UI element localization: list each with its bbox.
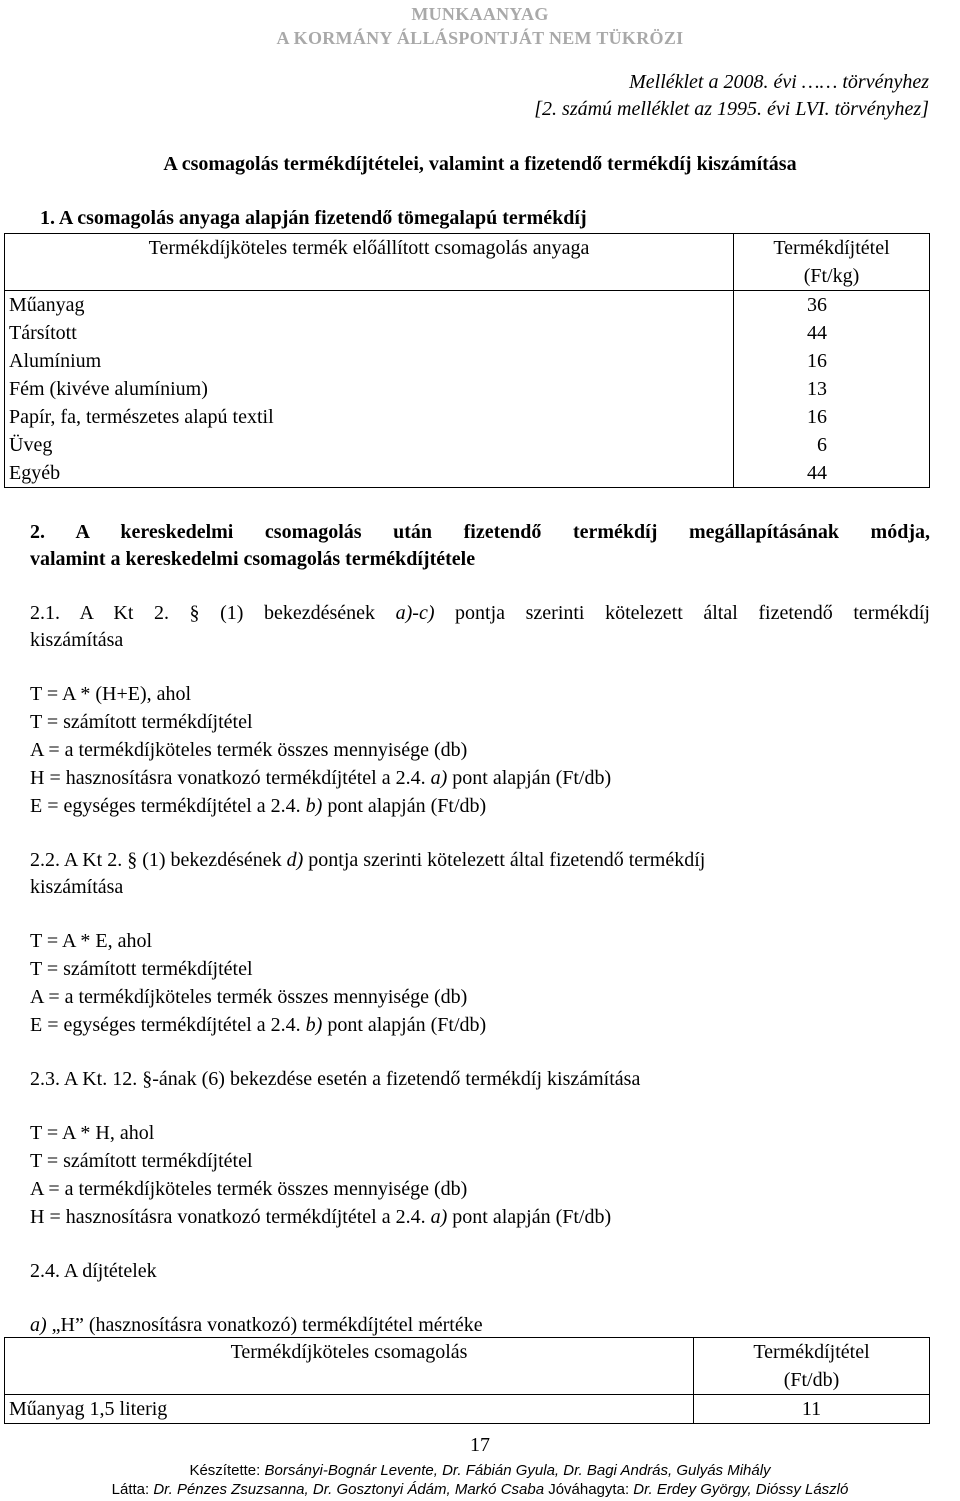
- table-cell-rate: 6: [734, 431, 930, 459]
- table-header-rate-line-1: Termékdíjtétel: [753, 1341, 870, 1363]
- table-cell-material: Alumínium: [5, 347, 734, 375]
- table-cell-rate: 16: [734, 403, 930, 431]
- section-2-heading-line-1: 2. A kereskedelmi csomagolás után fizetendő termékdíj megállapításának módja,: [30, 521, 930, 543]
- subsection-2-2-line-2: kiszámítása: [30, 876, 124, 898]
- table-header-rate-line-1: Termékdíjtétel: [773, 237, 890, 259]
- formula-2-1-def-e: E = egységes termékdíjtétel a 2.4. b) pont alapján (Ft/db): [30, 795, 487, 817]
- formula-2-3-def-t: T = számított termékdíjtétel: [30, 1150, 253, 1172]
- formula-2-2-def-a: A = a termékdíjköteles termék összes mennyisége (db): [30, 986, 468, 1008]
- table-header-material: Termékdíjköteles termék előállított csomagolás anyaga: [5, 234, 734, 291]
- table-cell-rate: 44: [734, 319, 930, 347]
- table-header-rate: [694, 1338, 930, 1395]
- table-row: [5, 403, 930, 431]
- recovery-rate-table: [4, 1337, 930, 1424]
- table-header-rate: [734, 234, 930, 291]
- table-header-rate-line-2: (Ft/db): [783, 1369, 840, 1391]
- watermark-line-1: MUNKAANYAG: [411, 4, 549, 24]
- formula-2-2: T = A * E, ahol: [30, 930, 153, 952]
- table-header-row: [5, 234, 930, 291]
- table-row: [5, 319, 930, 347]
- subsection-2-3-heading: 2.3. A Kt. 12. §-ának (6) bekezdése esetén a fizetendő termékdíj kiszámítása: [30, 1068, 641, 1090]
- formula-2-1-def-t: T = számított termékdíjtétel: [30, 711, 253, 733]
- annex-line-2: [2. számú melléklet az 1995. évi LVI. törvényhez]: [534, 98, 929, 120]
- document-title: A csomagolás termékdíjtételei, valamint a fizetendő termékdíj kiszámítása: [163, 153, 797, 175]
- table-cell-rate: 44: [734, 459, 930, 488]
- table-cell-material: Műanyag: [5, 291, 734, 320]
- formula-2-2-def-e: E = egységes termékdíjtétel a 2.4. b) pont alapján (Ft/db): [30, 1014, 487, 1036]
- subsection-2-4-a: a) „H” (hasznosításra vonatkozó) termékdíjtétel mértéke: [30, 1314, 483, 1336]
- table-cell-material: Üveg: [5, 431, 734, 459]
- subsection-2-2-line-1: 2.2. A Kt 2. § (1) bekezdésének d) pontja szerinti kötelezett által fizetendő termékdíj: [30, 849, 706, 871]
- formula-2-2-def-t: T = számított termékdíjtétel: [30, 958, 253, 980]
- table-row: [5, 459, 930, 488]
- formula-2-3: T = A * H, ahol: [30, 1122, 155, 1144]
- subsection-2-1-line-1: 2.1. A Kt 2. § (1) bekezdésének a)-c) pontja szerinti kötelezett által fizetendő termékdíj: [30, 602, 930, 624]
- formula-2-1-def-h: H = hasznosításra vonatkozó termékdíjtétel a 2.4. a) pont alapján (Ft/db): [30, 767, 612, 789]
- formula-2-3-def-h: H = hasznosításra vonatkozó termékdíjtétel a 2.4. a) pont alapján (Ft/db): [30, 1206, 612, 1228]
- footer-line-2: Látta: Dr. Pénzes Zsuzsanna, Dr. Gosztonyi Ádám, Markó Csaba Jóváhagyta: Dr. Erdey György, Dióssy László: [111, 1481, 849, 1498]
- page-number: 17: [470, 1434, 490, 1456]
- footer-line-1: Készítette: Borsányi-Bognár Levente, Dr. Fábián Gyula, Dr. Bagi András, Gulyás Mihály: [189, 1462, 771, 1479]
- table-row: [5, 347, 930, 375]
- table-cell-rate: 36: [734, 291, 930, 320]
- formula-2-3-def-a: A = a termékdíjköteles termék összes mennyisége (db): [30, 1178, 468, 1200]
- table-cell-rate: 11: [694, 1395, 930, 1424]
- table-cell-material: Társított: [5, 319, 734, 347]
- material-rate-table: [4, 233, 930, 488]
- table-header-row: [5, 1338, 930, 1395]
- subsection-2-1-line-2: kiszámítása: [30, 629, 124, 651]
- formula-2-1-def-a: A = a termékdíjköteles termék összes mennyisége (db): [30, 739, 468, 761]
- table-cell-rate: 16: [734, 347, 930, 375]
- subsection-2-4-heading: 2.4. A díjtételek: [30, 1260, 157, 1282]
- table-header-rate-line-2: (Ft/kg): [803, 265, 860, 287]
- table-cell-material: Papír, fa, természetes alapú textil: [5, 403, 734, 431]
- table-cell-material: Fém (kivéve alumínium): [5, 375, 734, 403]
- section-1-heading: 1. A csomagolás anyaga alapján fizetendő tömegalapú termékdíj: [40, 207, 587, 229]
- formula-2-1: T = A * (H+E), ahol: [30, 683, 192, 705]
- table-row: [5, 1395, 930, 1424]
- table-cell-packaging: Műanyag 1,5 literig: [5, 1395, 694, 1424]
- table-cell-material: Egyéb: [5, 459, 734, 488]
- table-row: [5, 375, 930, 403]
- annex-line-1: Melléklet a 2008. évi …… törvényhez: [629, 71, 929, 93]
- table-row: [5, 291, 930, 320]
- section-2-heading-line-2: valamint a kereskedelmi csomagolás termékdíjtétele: [30, 548, 476, 570]
- table-header-packaging: Termékdíjköteles csomagolás: [5, 1338, 694, 1395]
- table-cell-rate: 13: [734, 375, 930, 403]
- table-row: [5, 431, 930, 459]
- watermark-line-2: A KORMÁNY ÁLLÁSPONTJÁT NEM TÜKRÖZI: [276, 28, 684, 48]
